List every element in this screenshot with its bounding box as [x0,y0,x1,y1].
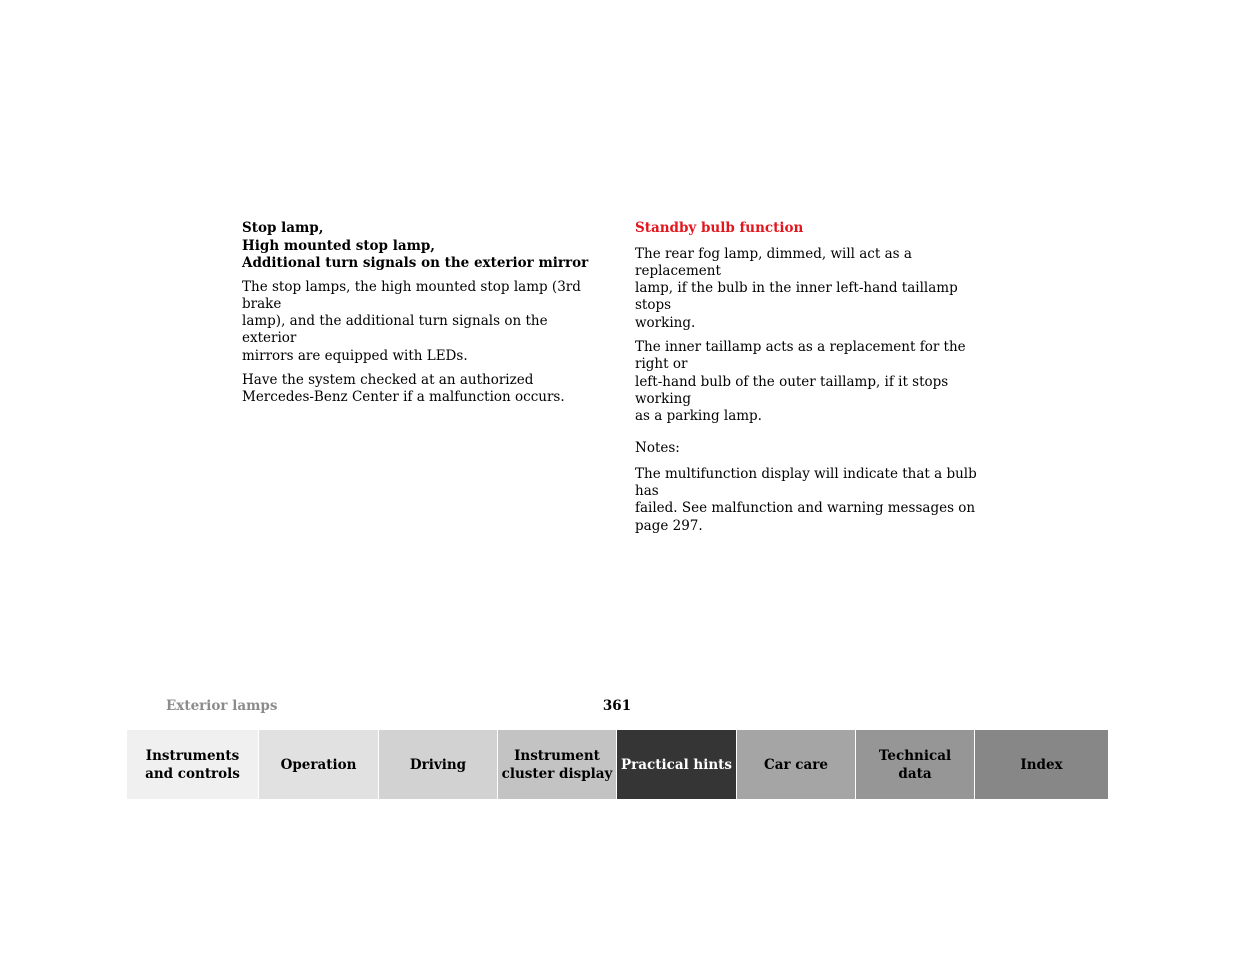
tab-technical-data[interactable]: Technical data [856,730,975,799]
body-paragraph: The inner taillamp acts as a replacement for the right or left-hand bulb of the outer taillamp, if it stops working as a parking lamp. [635,338,966,425]
standby-bulb-heading: Standby bulb function [635,220,804,236]
notes-paragraph: The multifunction display will indicate that a bulb has failed. See malfunction and warning messages on page 297. [635,465,977,534]
heading-line: High mounted stop lamp, [242,237,436,254]
right-column [635,220,995,542]
tab-driving[interactable]: Driving [379,730,498,799]
tab-index[interactable]: Index [975,730,1108,799]
body-paragraph: The stop lamps, the high mounted stop lamp (3rd brake lamp), and the additional turn signals on the exterior mirrors are equipped with LEDs. [242,278,581,364]
chapter-tabs [127,730,1108,799]
page-number: 361 [602,698,632,714]
notes-label: Notes: [635,440,680,457]
tab-operation[interactable]: Operation [259,730,379,799]
body-paragraph: The rear fog lamp, dimmed, will act as a replacement lamp, if the bulb in the inner left-hand taillamp stops working. [635,245,958,331]
left-column [242,220,602,414]
tab-car-care[interactable]: Car care [737,730,856,799]
tab-practical-hints[interactable]: Practical hints [617,730,737,799]
section-label: Exterior lamps [166,698,278,714]
tab-instruments-and-controls[interactable]: Instruments and controls [127,730,259,799]
stop-lamp-heading [242,220,602,273]
body-paragraph: Have the system checked at an authorized Mercedes-Benz Center if a malfunction occurs. [242,371,565,406]
heading-line: Additional turn signals on the exterior mirror [242,255,589,271]
tab-instrument-cluster-display[interactable]: Instrument cluster display [498,730,617,799]
heading-line: Stop lamp, [242,220,324,236]
